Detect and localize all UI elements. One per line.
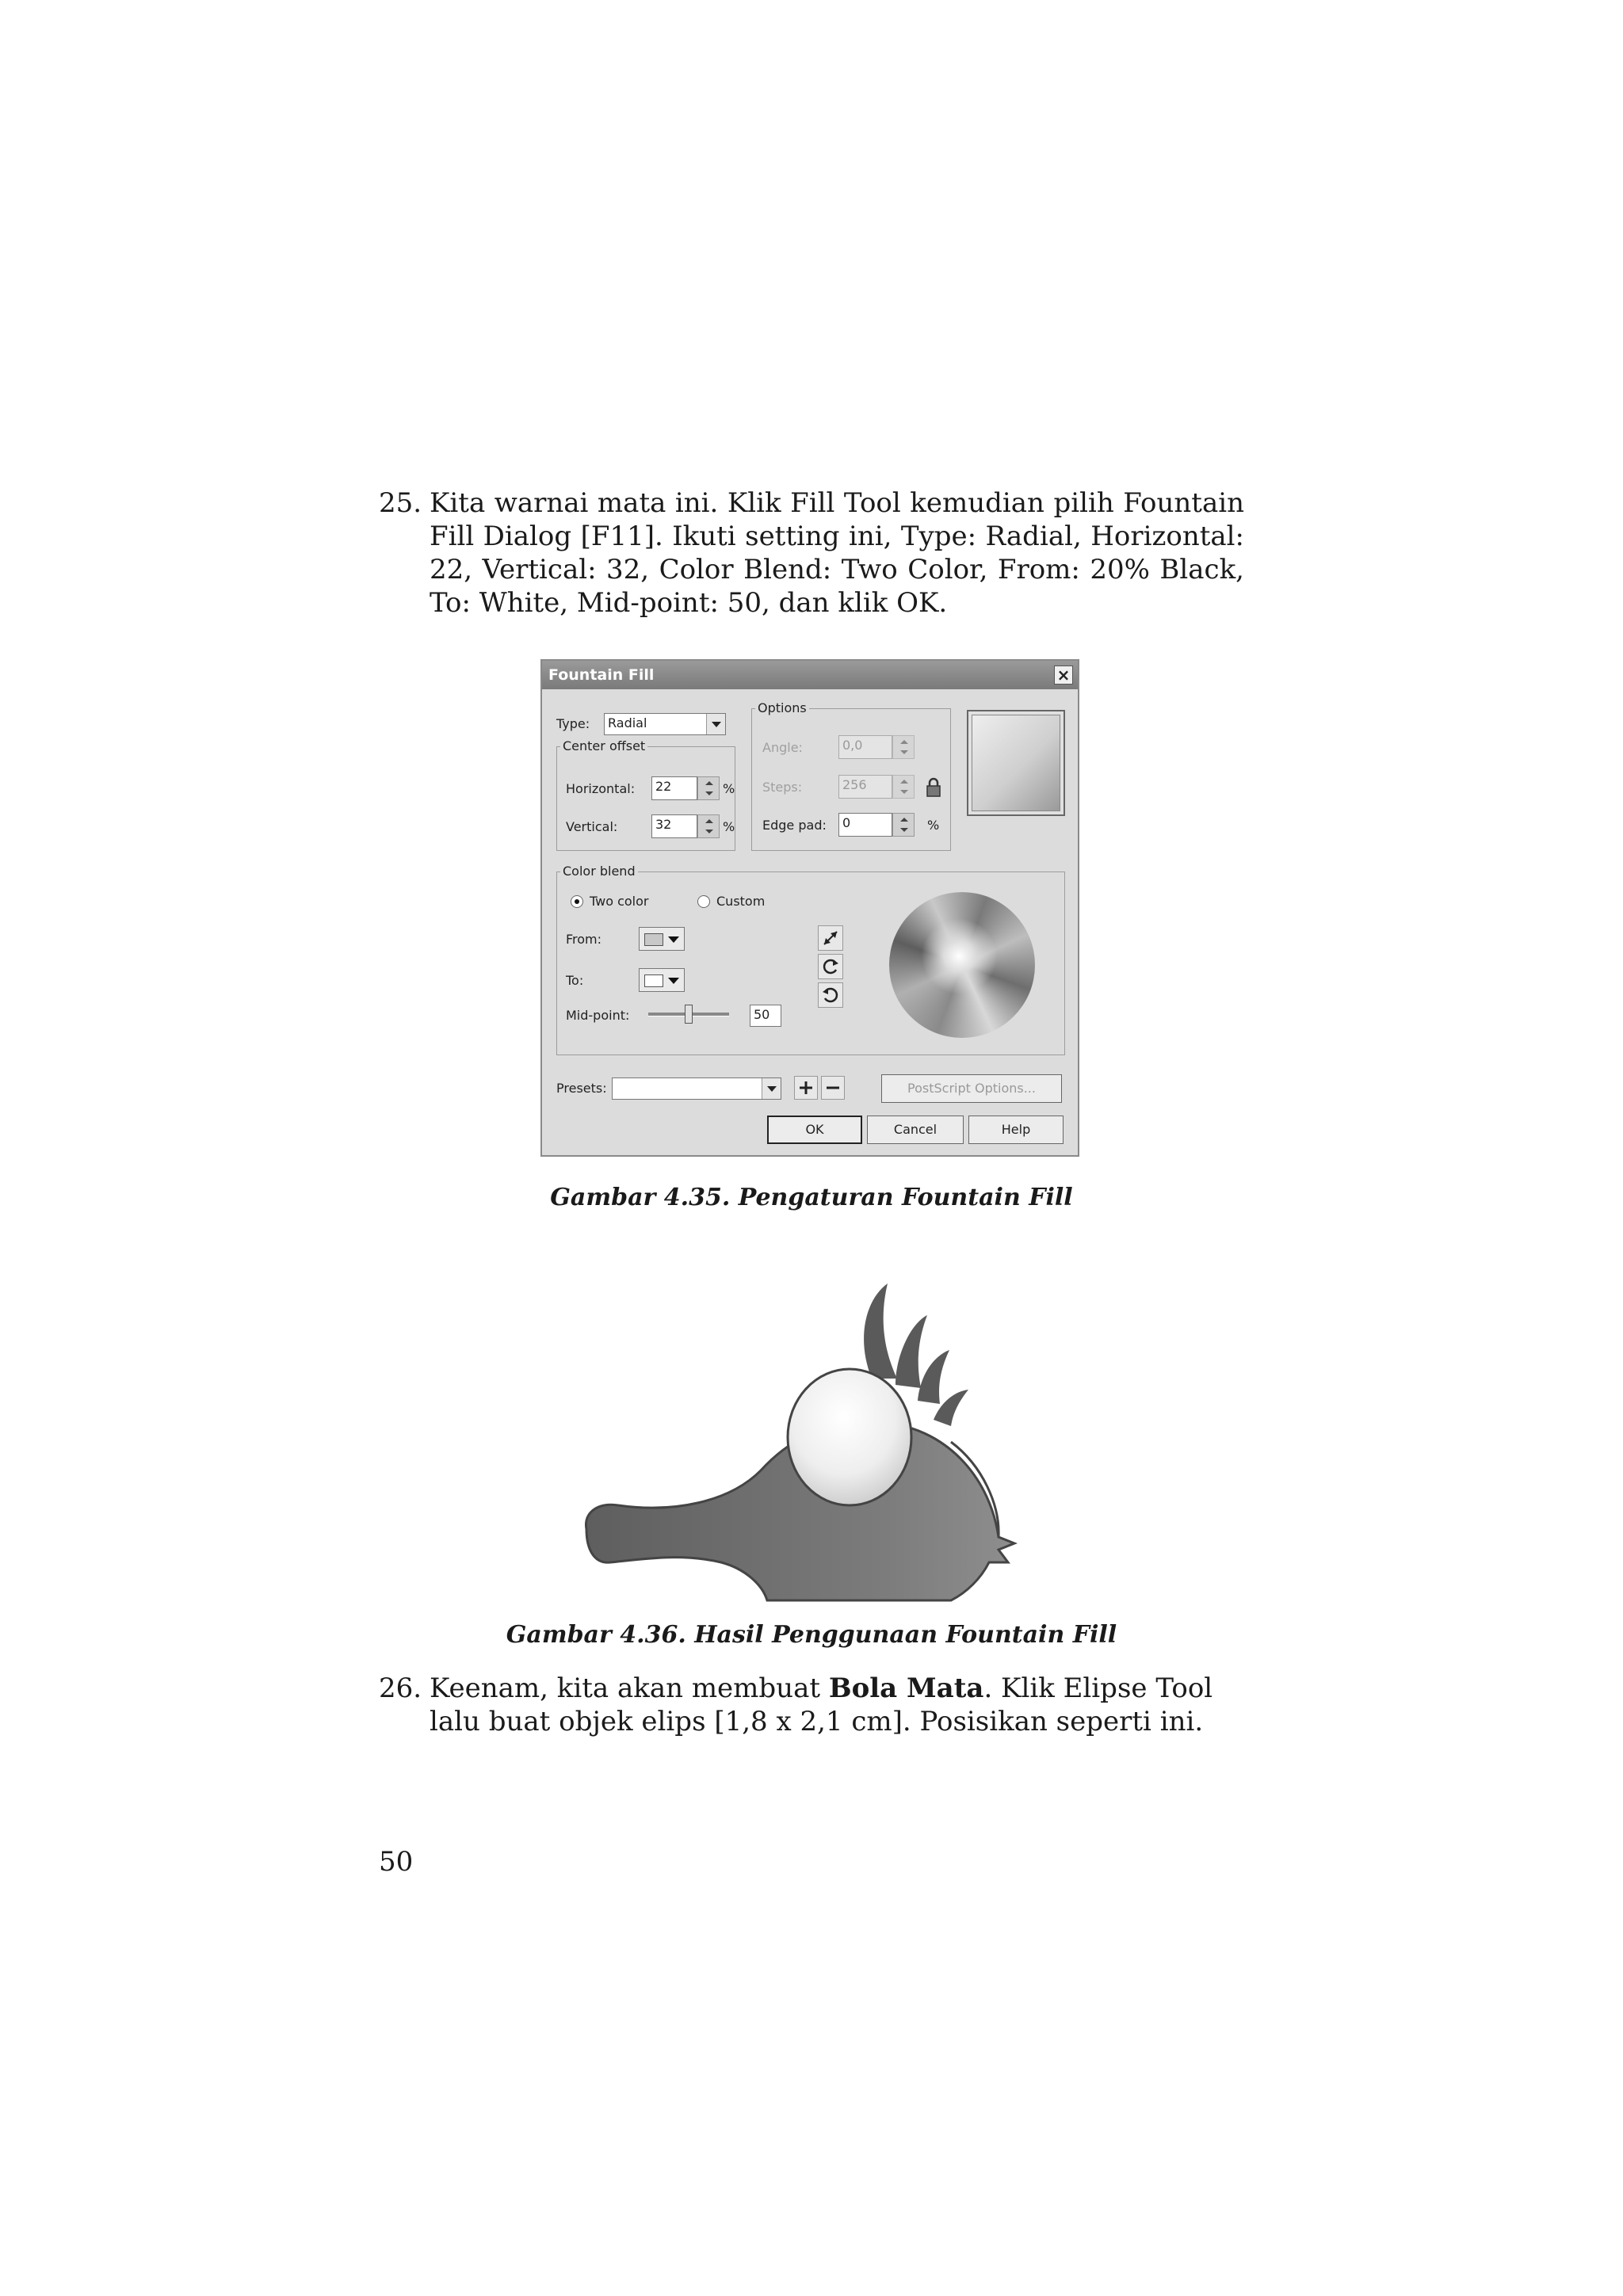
steps-input[interactable]: 256 bbox=[838, 775, 892, 799]
angle-label: Angle: bbox=[762, 740, 803, 755]
horizontal-label: Horizontal: bbox=[566, 781, 636, 796]
vertical-percent: % bbox=[723, 819, 735, 834]
from-color-picker[interactable] bbox=[639, 927, 685, 951]
center-offset-title: Center offset bbox=[560, 738, 647, 753]
cancel-button[interactable]: Cancel bbox=[867, 1116, 964, 1144]
figure-caption-4-36: Gambar 4.36. Hasil Penggunaan Fountain Fill bbox=[506, 1621, 1117, 1649]
vertical-spinner[interactable] bbox=[697, 814, 720, 838]
blend-preview-circle bbox=[889, 892, 1035, 1038]
presets-dropdown[interactable] bbox=[612, 1077, 781, 1100]
chevron-down-icon bbox=[668, 978, 679, 984]
vertical-label: Vertical: bbox=[566, 819, 618, 834]
color-blend-title: Color blend bbox=[560, 864, 638, 879]
step-text: Kita warnai mata ini. Klik Fill Tool kemudian pilih Fountain Fill Dialog [F11]. Ikuti setting ini, Type: Radial, Horizontal: 22, Vertical: 32, Color Blend: Two Color, From: 20% Black, To: White, Mid-point: 50, dan klik OK. bbox=[430, 487, 1244, 619]
options-title: Options bbox=[755, 700, 809, 715]
step-number: 25. bbox=[379, 487, 422, 519]
two-color-label: Two color bbox=[590, 894, 649, 909]
direct-blend-icon[interactable] bbox=[818, 925, 843, 951]
custom-label: Custom bbox=[716, 894, 766, 909]
seahorse-illustration bbox=[555, 1268, 1062, 1608]
fill-preview bbox=[967, 710, 1065, 816]
counterclockwise-blend-icon[interactable] bbox=[818, 954, 843, 979]
step-25 bbox=[379, 486, 1244, 620]
step-number: 26. bbox=[379, 1672, 422, 1704]
angle-spinner[interactable] bbox=[892, 735, 915, 759]
fountain-fill-dialog bbox=[540, 659, 1079, 1157]
dialog-titlebar bbox=[542, 661, 1078, 689]
vertical-input[interactable]: 32 bbox=[651, 814, 697, 838]
steps-label: Steps: bbox=[762, 780, 803, 795]
horizontal-spinner[interactable] bbox=[697, 776, 720, 800]
presets-label: Presets: bbox=[556, 1081, 607, 1096]
midpoint-slider-thumb[interactable] bbox=[685, 1005, 693, 1024]
two-color-radio[interactable] bbox=[571, 895, 583, 908]
lock-icon[interactable] bbox=[924, 776, 943, 799]
horizontal-percent: % bbox=[723, 781, 735, 796]
type-label: Type: bbox=[556, 716, 590, 731]
edge-pad-input[interactable]: 0 bbox=[838, 813, 892, 837]
figure-caption-4-35: Gambar 4.35. Pengaturan Fountain Fill bbox=[550, 1184, 1073, 1211]
custom-radio[interactable] bbox=[697, 895, 710, 908]
fill-preview-gradient bbox=[972, 715, 1060, 811]
from-color-swatch bbox=[644, 933, 663, 946]
type-value: Radial bbox=[608, 715, 647, 730]
to-color-picker[interactable] bbox=[639, 968, 685, 992]
postscript-options-button[interactable]: PostScript Options... bbox=[881, 1074, 1062, 1103]
dialog-title: Fountain Fill bbox=[548, 666, 655, 684]
clockwise-blend-icon[interactable] bbox=[818, 982, 843, 1008]
type-dropdown[interactable] bbox=[604, 713, 726, 735]
to-label: To: bbox=[566, 973, 584, 988]
step-26 bbox=[379, 1672, 1244, 1738]
horizontal-input[interactable]: 22 bbox=[651, 776, 697, 800]
close-button[interactable] bbox=[1054, 666, 1073, 685]
edge-pad-spinner[interactable] bbox=[892, 813, 915, 837]
chevron-down-icon bbox=[668, 936, 679, 943]
midpoint-input[interactable]: 50 bbox=[750, 1005, 781, 1027]
midpoint-label: Mid-point: bbox=[566, 1008, 630, 1023]
chevron-down-icon bbox=[762, 1078, 781, 1099]
help-button[interactable]: Help bbox=[968, 1116, 1064, 1144]
step-text: Keenam, kita akan membuat Bola Mata. Klik Elipse Tool lalu buat objek elips [1,8 x 2,1 cm]. Posisikan seperti ini. bbox=[430, 1672, 1213, 1737]
angle-input[interactable]: 0,0 bbox=[838, 735, 892, 759]
remove-preset-icon[interactable] bbox=[821, 1076, 845, 1100]
to-color-swatch bbox=[644, 974, 663, 987]
from-label: From: bbox=[566, 932, 602, 947]
edge-pad-label: Edge pad: bbox=[762, 818, 827, 833]
ok-button[interactable]: OK bbox=[767, 1116, 862, 1144]
edge-pad-percent: % bbox=[927, 818, 940, 833]
chevron-down-icon bbox=[706, 714, 725, 734]
steps-spinner[interactable] bbox=[892, 775, 915, 799]
add-preset-icon[interactable] bbox=[794, 1076, 818, 1100]
page-number: 50 bbox=[379, 1846, 414, 1878]
close-icon: × bbox=[1056, 666, 1071, 685]
